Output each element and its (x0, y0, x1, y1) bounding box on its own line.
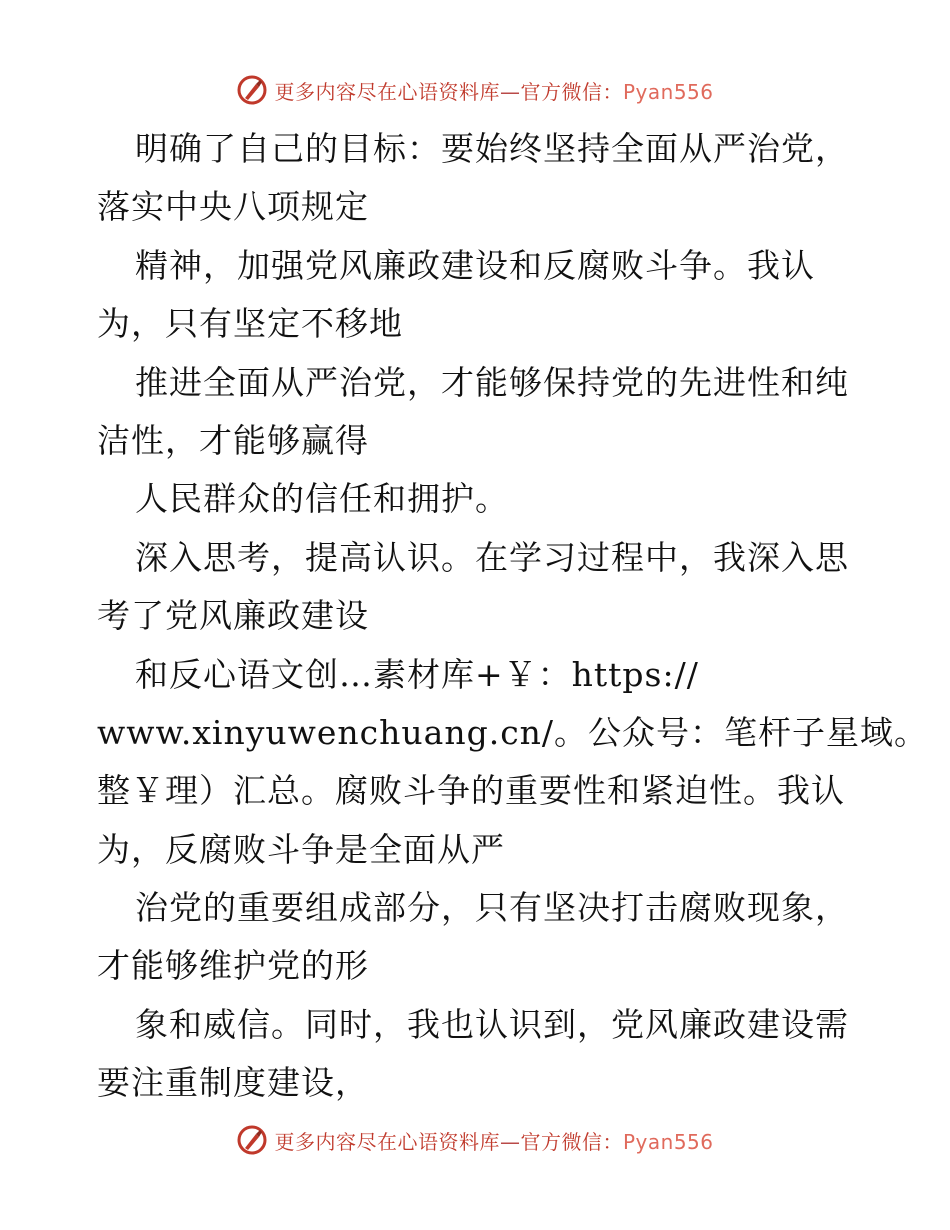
document-body (97, 120, 929, 1113)
pen-logo-icon (236, 1124, 268, 1156)
header-banner-main: 更多内容尽在心语资料库 (274, 79, 500, 104)
header-banner-label: 官方微信： (520, 79, 623, 104)
body-line: 考了党风廉政建设 (97, 596, 369, 636)
footer-banner-main: 更多内容尽在心语资料库 (274, 1129, 500, 1154)
footer-banner (0, 1120, 950, 1160)
header-banner-separator: — (499, 79, 521, 104)
header-banner-text (274, 76, 713, 105)
body-line: 整￥理）汇总。腐败斗争的重要性和紧迫性。我认 (97, 771, 845, 811)
header-banner (0, 70, 950, 110)
footer-banner-handle: Pyan556 (622, 1129, 714, 1154)
body-line: 落实中央八项规定 (97, 187, 369, 227)
pen-logo-icon (236, 74, 268, 106)
body-line: 明确了自己的目标：要始终坚持全面从严治党， (135, 129, 849, 168)
body-line: 要注重制度建设， (97, 1063, 369, 1103)
footer-banner-label: 官方微信： (520, 1129, 623, 1154)
footer-banner-text (274, 1126, 713, 1155)
body-line: 推进全面从严治党，才能够保持党的先进性和纯 (135, 362, 849, 402)
body-line: 为，只有坚定不移地 (97, 304, 403, 344)
body-line: 人民群众的信任和拥护。 (135, 479, 509, 519)
body-line: www.xinyuwenchuang.cn/。公众号：笔杆子星域。 (97, 712, 929, 752)
body-line: 治党的重要组成部分，只有坚决打击腐败现象， (135, 888, 849, 928)
body-line: 才能够维护党的形 (97, 946, 369, 986)
footer-banner-separator: — (499, 1129, 521, 1154)
body-line: 和反心语文创…素材库+￥：https:// (135, 654, 699, 694)
body-line: 精神，加强党风廉政建设和反腐败斗争。我认 (135, 245, 815, 285)
body-line: 深入思考，提高认识。在学习过程中，我深入思 (135, 537, 849, 577)
header-banner-handle: Pyan556 (622, 79, 714, 104)
body-line: 为，反腐败斗争是全面从严 (97, 829, 505, 869)
body-line: 洁性，才能够赢得 (97, 420, 369, 460)
body-line: 象和威信。同时，我也认识到，党风廉政建设需 (135, 1004, 849, 1044)
